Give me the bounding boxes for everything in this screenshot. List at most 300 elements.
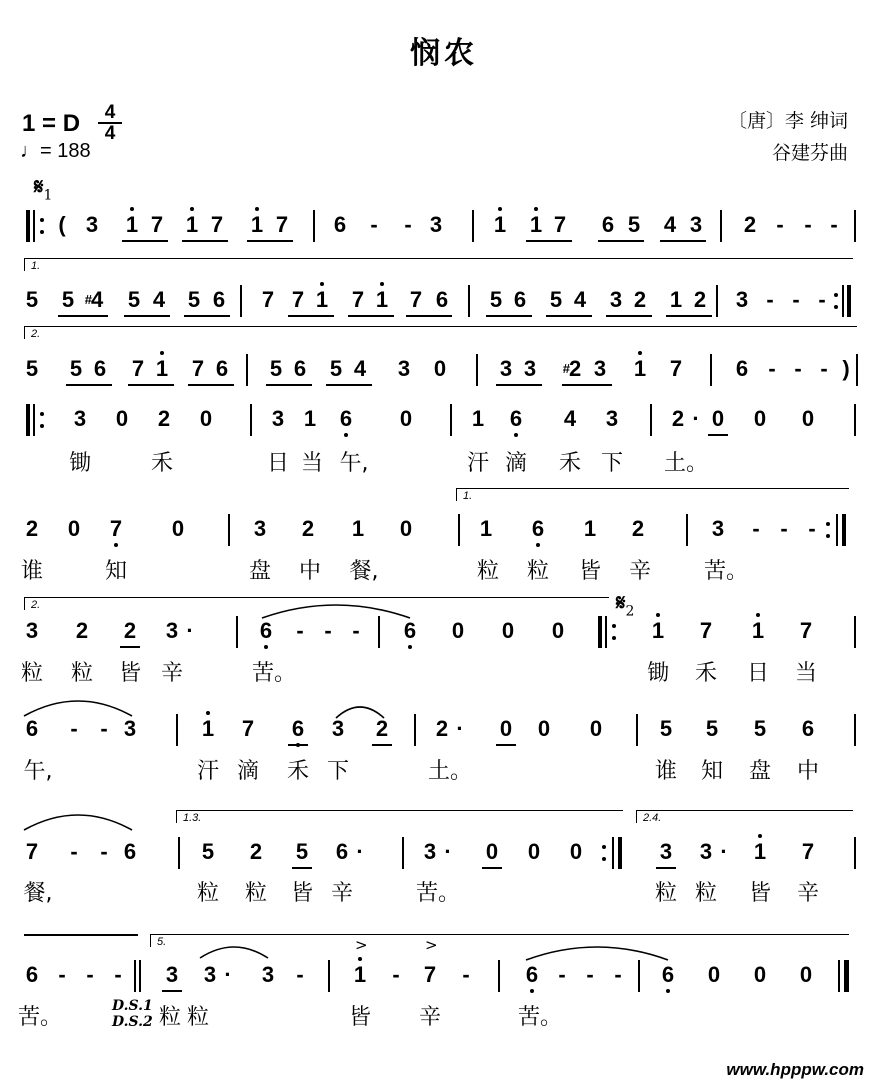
note: 6 — [801, 716, 815, 741]
note: 0 — [433, 356, 447, 381]
repeat-dot — [612, 624, 616, 628]
staff-line-7 — [0, 712, 888, 756]
note: 6 — [601, 212, 615, 237]
dash: - — [776, 212, 784, 237]
lyric: 汗 — [466, 451, 489, 476]
note: 6 — [334, 406, 358, 432]
note: 5 — [25, 287, 39, 312]
lyric: 苦。 — [518, 1005, 563, 1030]
barline — [710, 354, 712, 386]
note: 4 — [152, 287, 166, 312]
barline — [176, 714, 178, 746]
lyrics-line-6 — [0, 656, 888, 686]
barline — [458, 514, 460, 546]
note: 6 — [526, 516, 550, 542]
underline — [124, 315, 170, 317]
note: 3 — [699, 839, 713, 864]
note: 7 — [699, 618, 713, 643]
note: 1 — [524, 212, 548, 238]
dash: - — [58, 962, 66, 987]
note: 2 — [633, 287, 647, 312]
lyric: 禾 — [694, 661, 717, 686]
note: 6 — [254, 618, 278, 644]
time-sig-bottom: 4 — [104, 123, 116, 144]
note: 1 — [746, 618, 770, 644]
note: 3 — [423, 839, 437, 864]
note: 3 — [659, 839, 673, 864]
note: 7 — [261, 287, 275, 312]
note: 7 — [423, 962, 437, 987]
barline — [450, 404, 452, 436]
repeat-dot — [40, 218, 44, 222]
lyric: 苦。 — [18, 1005, 63, 1030]
note: 5 — [187, 287, 201, 312]
dot: · — [692, 406, 700, 431]
dash: - — [818, 287, 826, 312]
volta-bracket-2 — [24, 326, 857, 339]
underline — [708, 434, 728, 436]
lyrics-line-4 — [0, 446, 888, 476]
lyric: 辛 — [796, 881, 819, 906]
bracket-close: ) — [842, 356, 850, 381]
note: 7 — [275, 212, 289, 237]
note: 1 — [348, 962, 372, 988]
note: 7 — [210, 212, 224, 237]
lyric: 禾 — [286, 759, 309, 784]
lyric: 粒 — [196, 881, 219, 906]
note: 3 — [331, 716, 345, 741]
lyric: 午, — [339, 451, 369, 476]
note: 5 — [659, 716, 673, 741]
note: 6 — [25, 962, 39, 987]
volta-bracket-5 — [176, 810, 623, 823]
note: 0 — [485, 839, 499, 864]
website-watermark: www.hpppw.com — [726, 1060, 864, 1079]
note: 3 — [397, 356, 411, 381]
segno-1-number: 1 — [43, 187, 53, 204]
dash: - — [296, 962, 304, 987]
note: 1 — [488, 212, 512, 238]
repeat-end-bar — [847, 285, 851, 317]
note: 7 — [409, 287, 423, 312]
note: 5 — [69, 356, 83, 381]
barline — [33, 210, 35, 242]
barline — [836, 514, 838, 546]
lyric: 粒 — [476, 559, 499, 584]
dash: - — [370, 212, 378, 237]
dash: - — [820, 356, 828, 381]
repeat-dot — [40, 230, 44, 234]
note: 5 — [705, 716, 719, 741]
barline — [236, 616, 238, 648]
lyric: 禾 — [558, 451, 581, 476]
dash: - — [352, 618, 360, 643]
dash: - — [86, 962, 94, 987]
note: 1 — [646, 618, 670, 644]
note: 1 — [351, 516, 365, 541]
lyrics-line-5 — [0, 554, 888, 584]
lyric: 当 — [794, 661, 817, 686]
barline — [402, 837, 404, 869]
note: 6 — [398, 618, 422, 644]
note: 1 — [583, 516, 597, 541]
lyrics-line-7 — [0, 754, 888, 784]
key-signature: 1 = D — [22, 110, 81, 137]
staff-line-2 — [0, 283, 888, 327]
underline — [660, 240, 706, 242]
note: 6 — [435, 287, 449, 312]
lyric: 知 — [104, 559, 127, 584]
lyric: 谁 — [20, 559, 43, 584]
note: 3 — [429, 212, 443, 237]
lyric: 苦。 — [416, 881, 461, 906]
final-bar — [844, 960, 849, 992]
barline — [720, 210, 722, 242]
note: 2 — [25, 516, 39, 541]
lyric: 下 — [600, 451, 623, 476]
barline — [854, 616, 856, 648]
underline — [122, 240, 168, 242]
lyric: 辛 — [160, 661, 183, 686]
dash: - — [70, 716, 78, 741]
underline — [606, 315, 652, 317]
dash: - — [792, 287, 800, 312]
lyric: 谁 — [654, 759, 677, 784]
slur — [196, 940, 272, 960]
barline — [854, 404, 856, 436]
sharp-sign: # — [84, 292, 92, 307]
barline — [842, 285, 844, 317]
underline — [128, 384, 174, 386]
note: 0 — [399, 516, 413, 541]
dash: - — [114, 962, 122, 987]
ds-markings — [112, 998, 153, 1030]
note: 2 — [693, 287, 707, 312]
note: 3 — [165, 618, 179, 643]
segno-2-number: 2 — [625, 603, 635, 620]
lyric: 皆 — [578, 559, 601, 584]
barline — [328, 960, 330, 992]
dash: - — [614, 962, 622, 987]
note: 0 — [799, 962, 813, 987]
note: 6 — [25, 716, 39, 741]
slur — [20, 808, 136, 832]
barline — [313, 210, 315, 242]
song-title: 悯农 — [410, 36, 478, 71]
underline — [526, 240, 572, 242]
lyric: 苦。 — [252, 661, 297, 686]
note: 7 — [25, 839, 39, 864]
note: 0 — [499, 716, 513, 741]
repeat-dot — [40, 412, 44, 416]
note: 1 — [303, 406, 317, 431]
note: 7 — [150, 212, 164, 237]
dot: · — [224, 962, 232, 987]
lyric: 日 — [746, 661, 769, 686]
dash: - — [100, 716, 108, 741]
note: 4 — [663, 212, 677, 237]
lyric: 餐, — [23, 881, 53, 906]
underline — [184, 315, 230, 317]
lyric: 盘 — [748, 759, 771, 784]
note: 5 — [127, 287, 141, 312]
lyric: 粒 — [20, 661, 43, 686]
note: 0 — [199, 406, 213, 431]
barline — [178, 837, 180, 869]
note: 6 — [520, 962, 544, 988]
accent-mark: > — [355, 936, 368, 954]
note: 1 — [196, 716, 220, 742]
note: 0 — [527, 839, 541, 864]
dash: - — [296, 618, 304, 643]
lyric: 辛 — [628, 559, 651, 584]
note: 6 — [504, 406, 528, 432]
lyric: 粒 — [244, 881, 267, 906]
note: 0 — [753, 406, 767, 431]
dash: - — [100, 839, 108, 864]
lyric: 土。 — [428, 759, 473, 784]
note: 6 — [333, 212, 347, 237]
underline — [372, 744, 392, 746]
note: 0 — [451, 618, 465, 643]
note: 1 — [748, 839, 772, 865]
barline — [605, 616, 607, 648]
volta-label: 2.4. — [643, 812, 662, 824]
barline — [476, 354, 478, 386]
lyric: 当 — [300, 451, 323, 476]
note: 7 — [351, 287, 365, 312]
sharp-sign: # — [562, 361, 570, 376]
volta-label: 2. — [31, 599, 41, 611]
note: 5 — [25, 356, 39, 381]
note: 2 — [631, 516, 645, 541]
staff-line-6 — [0, 614, 888, 658]
dot: · — [720, 839, 728, 864]
note: 0 — [551, 618, 565, 643]
underline — [120, 646, 140, 648]
lyric: 锄 — [646, 661, 669, 686]
lyric: 粒 — [70, 661, 93, 686]
note: 2 — [301, 516, 315, 541]
lyric: 粒 — [158, 1005, 181, 1030]
repeat-dot — [602, 857, 606, 861]
lyric: 皆 — [348, 1005, 371, 1030]
lyric: 土。 — [664, 451, 709, 476]
note: 3 — [711, 516, 725, 541]
barline — [612, 837, 614, 869]
note: 5 — [61, 287, 75, 312]
note: 0 — [569, 839, 583, 864]
lyric: 皆 — [748, 881, 771, 906]
note: 6 — [735, 356, 749, 381]
lyric: 盘 — [248, 559, 271, 584]
note: 2 — [743, 212, 757, 237]
repeat-end-bar — [842, 514, 846, 546]
note: 1 — [310, 287, 334, 313]
underline — [288, 744, 308, 746]
underline — [482, 867, 502, 869]
note: 7 — [291, 287, 305, 312]
note: 3 — [203, 962, 217, 987]
tempo-marking: ♩= 188 — [20, 140, 91, 162]
note: 7 — [799, 618, 813, 643]
note: 3 — [605, 406, 619, 431]
note-sharp — [560, 356, 584, 382]
dash: - — [768, 356, 776, 381]
note: 7 — [669, 356, 683, 381]
repeat-dot — [40, 424, 44, 428]
note: 6 — [215, 356, 229, 381]
note: 3 — [123, 716, 137, 741]
dot: · — [186, 618, 194, 643]
underline — [162, 990, 182, 992]
lyric: 锄 — [68, 451, 91, 476]
lyric: 皆 — [290, 881, 313, 906]
note: 3 — [253, 516, 267, 541]
barline — [246, 354, 248, 386]
ds-1: D.S.1 — [112, 998, 153, 1014]
accent-mark: > — [425, 936, 438, 954]
dash: - — [794, 356, 802, 381]
lyric: 辛 — [418, 1005, 441, 1030]
dot: · — [444, 839, 452, 864]
barline — [378, 616, 380, 648]
note: 3 — [499, 356, 513, 381]
note: 3 — [735, 287, 749, 312]
ds-2: D.S.2 — [112, 1014, 153, 1030]
staff-line-1 — [0, 208, 888, 252]
barline — [33, 404, 35, 436]
lyric: 日 — [266, 451, 289, 476]
note: 0 — [501, 618, 515, 643]
note: 4 — [563, 406, 577, 431]
dash: - — [392, 962, 400, 987]
note: 6 — [513, 287, 527, 312]
note: 2 — [435, 716, 449, 741]
composer-credit: 谷建芬曲 — [771, 142, 848, 164]
repeat-dot — [834, 305, 838, 309]
note: 1 — [628, 356, 652, 382]
dash: - — [780, 516, 788, 541]
dash: - — [70, 839, 78, 864]
note: 5 — [489, 287, 503, 312]
underline — [326, 384, 372, 386]
volta-label: 1.3. — [183, 812, 202, 824]
barline — [854, 837, 856, 869]
note: 1 — [471, 406, 485, 431]
barline — [134, 960, 136, 992]
note-value: 2 — [568, 356, 582, 381]
lyric: 苦。 — [704, 559, 749, 584]
note: 3 — [593, 356, 607, 381]
repeat-start-bar — [598, 616, 602, 648]
time-signature — [98, 104, 122, 142]
barline — [638, 960, 640, 992]
dot: · — [456, 716, 464, 741]
lyric: 知 — [700, 759, 723, 784]
underline — [288, 315, 334, 317]
note: 3 — [25, 618, 39, 643]
underline — [406, 315, 452, 317]
volta-label: 1. — [31, 260, 41, 272]
staff-line-3 — [0, 352, 888, 396]
note-value: 4 — [90, 287, 104, 312]
dash: - — [808, 516, 816, 541]
barline — [139, 960, 141, 992]
lyric: 禾 — [150, 451, 173, 476]
underline — [266, 384, 312, 386]
note: 1 — [150, 356, 174, 382]
note: 1 — [180, 212, 204, 238]
time-sig-top: 4 — [104, 102, 116, 123]
underline — [66, 384, 112, 386]
note-sharp — [82, 287, 106, 313]
barline — [228, 514, 230, 546]
note: 0 — [115, 406, 129, 431]
barline — [468, 285, 470, 317]
note: 5 — [753, 716, 767, 741]
barline — [856, 354, 858, 386]
barline — [472, 210, 474, 242]
note: 7 — [241, 716, 255, 741]
barline — [498, 960, 500, 992]
note: 6 — [93, 356, 107, 381]
note: 7 — [104, 516, 128, 542]
staff-line-9 — [0, 958, 888, 1002]
lyric: 滴 — [236, 759, 259, 784]
note: 4 — [353, 356, 367, 381]
note: 3 — [523, 356, 537, 381]
underline — [182, 240, 228, 242]
lyric: 粒 — [694, 881, 717, 906]
dash: - — [558, 962, 566, 987]
barline — [250, 404, 252, 436]
volta-label: 2. — [31, 328, 41, 340]
volta-label: 1. — [463, 490, 473, 502]
underline — [598, 240, 644, 242]
lyric: 粒 — [186, 1005, 209, 1030]
lyric: 午, — [23, 759, 53, 784]
note: 1 — [120, 212, 144, 238]
note: 4 — [573, 287, 587, 312]
underline — [348, 315, 394, 317]
note: 5 — [295, 839, 309, 864]
note: 5 — [549, 287, 563, 312]
note: 0 — [67, 516, 81, 541]
note: 0 — [589, 716, 603, 741]
dash: - — [404, 212, 412, 237]
repeat-start-bar — [26, 404, 30, 436]
lyric: 粒 — [526, 559, 549, 584]
staff-line-8 — [0, 835, 888, 879]
lyric: 下 — [326, 759, 349, 784]
segno-2-glyph: 𝄋 — [616, 590, 626, 616]
note: 2 — [671, 406, 685, 431]
dot: · — [356, 839, 364, 864]
note: 5 — [329, 356, 343, 381]
dash: - — [766, 287, 774, 312]
note: 1 — [370, 287, 394, 313]
underline — [562, 384, 612, 386]
note: 0 — [399, 406, 413, 431]
repeat-end-bar — [618, 837, 622, 869]
underline — [546, 315, 592, 317]
segno-1-mark — [34, 174, 52, 203]
note: 6 — [212, 287, 226, 312]
repeat-dot — [826, 522, 830, 526]
barline — [650, 404, 652, 436]
note: 0 — [171, 516, 185, 541]
